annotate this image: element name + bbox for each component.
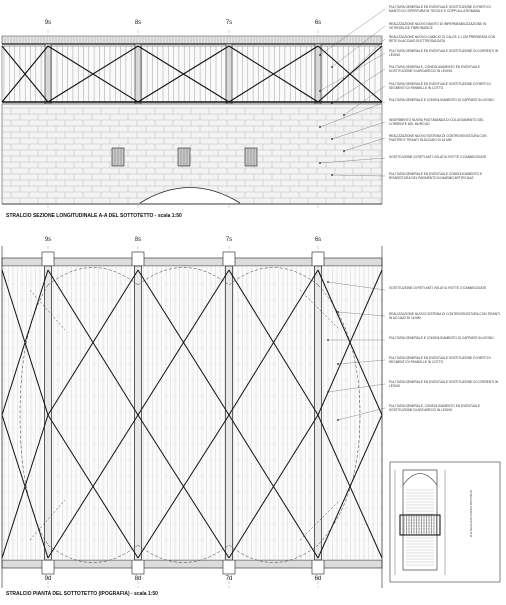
annotation-note: PULITURA GENERALE E CONSOLIDAMENTO DI CAPRIATE IN LEGNO bbox=[389, 336, 494, 340]
wall-pier bbox=[312, 252, 324, 266]
annotation-note: PULITURA GENERALE ED EVENTUALE SOSTITUZIONE DI CORRENTI IN LEGNO bbox=[389, 380, 499, 388]
leader-dot bbox=[319, 162, 321, 164]
annotation-note: INSERIMENTO NUOVA PIATTABANDA DI COLLEGAMENTO DEL CORRENTE DEL MURO AD bbox=[389, 118, 484, 126]
annotation-note: PULITURA GENERALE, CONSOLIDAMENTO ED EVENTUALE SOSTITUZIONE DI ARCARECCI IN LEGNO bbox=[389, 404, 480, 412]
rafter-zone bbox=[2, 46, 382, 102]
leader-dot bbox=[331, 174, 333, 176]
wall-pier bbox=[312, 560, 324, 574]
plan-wall bbox=[2, 258, 382, 266]
truss-beam bbox=[45, 266, 52, 560]
leader-dot bbox=[331, 102, 333, 104]
leader-dot bbox=[331, 66, 333, 68]
annotation-note: PULITURA GENERALE ED EVENTUALE SOSTITUZIONE DI PARTI DI SEGMENTI DI PANNELLE IN COTTO bbox=[389, 82, 491, 90]
leader-dot bbox=[327, 281, 329, 283]
wall-pier bbox=[223, 560, 235, 574]
key-plan-label: STRALCIO PIANTA SOTTOTETTO bbox=[469, 490, 473, 538]
axis-label: 6s bbox=[314, 20, 322, 26]
axis-label: 8s bbox=[134, 237, 142, 243]
axis-label: 9s bbox=[44, 20, 52, 26]
wall-pier bbox=[42, 252, 54, 266]
axis-label: 8s bbox=[134, 20, 142, 26]
axis-label: 7d bbox=[225, 576, 233, 582]
leader-dot bbox=[319, 54, 321, 56]
leader-dot bbox=[337, 363, 339, 365]
wall-pier bbox=[42, 560, 54, 574]
annotation-note: PULITURA GENERALE E CONSOLIDAMENTO DI CAPRIATE IN LEGNO bbox=[389, 98, 494, 102]
annotation-note: PULITURA GENERALE, CONSOLIDAMENTO ED EVENTUALE SOSTITUZIONE DI ARCARECCI IN LEGNO bbox=[389, 65, 480, 73]
attic-floor bbox=[2, 266, 382, 560]
plan-title: STRALCIO PIANTA DEL SOTTOTETTO (IPOGRAFIA) - scala 1:50 bbox=[6, 591, 158, 597]
truss-beam bbox=[135, 266, 142, 560]
wall-pier bbox=[132, 560, 144, 574]
axis-label: 8d bbox=[134, 576, 142, 582]
truss-post bbox=[226, 44, 232, 104]
leader-dot bbox=[343, 78, 345, 80]
axis-label: 7s bbox=[225, 237, 233, 243]
leader-dot bbox=[319, 90, 321, 92]
truss-post bbox=[315, 44, 321, 104]
axis-label: 7s bbox=[225, 20, 233, 26]
leader-dot bbox=[343, 114, 345, 116]
annotation-note: PULITURA GENERALE ED EVENTUALE SOSTITUZIONE DI CORRENTI IN LEGNO bbox=[389, 49, 499, 57]
axis-label: 9d bbox=[44, 576, 52, 582]
section-title: STRALCIO SEZIONE LONGITUDINALE A-A DEL SOTTOTETTO - scala 1:50 bbox=[6, 213, 182, 219]
annotation-note: REALIZZAZIONE NUOVO SISTEMA DI CONTROVENTATURA CON TIRANTI IN ACCIAIO DI 16 MM bbox=[389, 312, 500, 320]
truss-beam bbox=[226, 266, 233, 560]
axis-label: 9s bbox=[44, 237, 52, 243]
wall-pier bbox=[132, 252, 144, 266]
axis-label: 6d bbox=[314, 576, 322, 582]
annotation-note: SOSTITUZIONE DI RETI ANTI VOLATILI ROTTE O DANNEGGIATE bbox=[389, 155, 487, 159]
wall-pier bbox=[223, 252, 235, 266]
plan-wall bbox=[2, 560, 382, 568]
leader-dot bbox=[343, 150, 345, 152]
leader-dot bbox=[327, 391, 329, 393]
leader-dot bbox=[331, 138, 333, 140]
annotation-note: PULITURA GENERALE ED EVENTUALE SOSTITUZIONE DI PARTI DI SEGMENTI DI PANNELLE IN COTTO bbox=[389, 356, 491, 364]
annotation-note: PULITURA GENERALE ED EVENTUALE CONSOLIDAMENTO E RISARCITURA DEL PAVIMENTO IN MARMO ARTIFICIALE bbox=[389, 172, 483, 180]
annotation-note: SOSTITUZIONE DI RETI ANTI VOLATILI ROTTE O DANNEGGIATE bbox=[389, 286, 487, 290]
leader-dot bbox=[337, 311, 339, 313]
truss-post bbox=[135, 44, 141, 104]
annotation-note: PULITURA GENERALE ED EVENTUALE SOSTITUZIONE DI PARTI DI MANTO DI COPERTURA IN TEGOLE E COPPI ALLA ROMANA bbox=[389, 5, 491, 13]
leader-dot bbox=[327, 339, 329, 341]
leader-dot bbox=[319, 126, 321, 128]
truss-post bbox=[45, 44, 51, 104]
annotation-note: REALIZZAZIONE NUOVO SISTEMA DI CONTROVENTATURA CON PIASTRE E TIRANTI IN ACCIAIO DI 16 MM bbox=[389, 134, 487, 142]
axis-label: 6s bbox=[314, 237, 322, 243]
annotation-note: REALIZZAZIONE NUOVO CAMICIO DI CALCE 1:1 CM PREPARATA CON RETE IN ACCIAIO ELETTROSALDATA bbox=[389, 35, 496, 43]
leader-dot bbox=[337, 419, 339, 421]
annotation-note: REALIZZAZIONE NUOVO MANTO DI IMPERMEABILIZZAZIONE IN VETROSILICE FIBRORADICE bbox=[389, 22, 487, 30]
